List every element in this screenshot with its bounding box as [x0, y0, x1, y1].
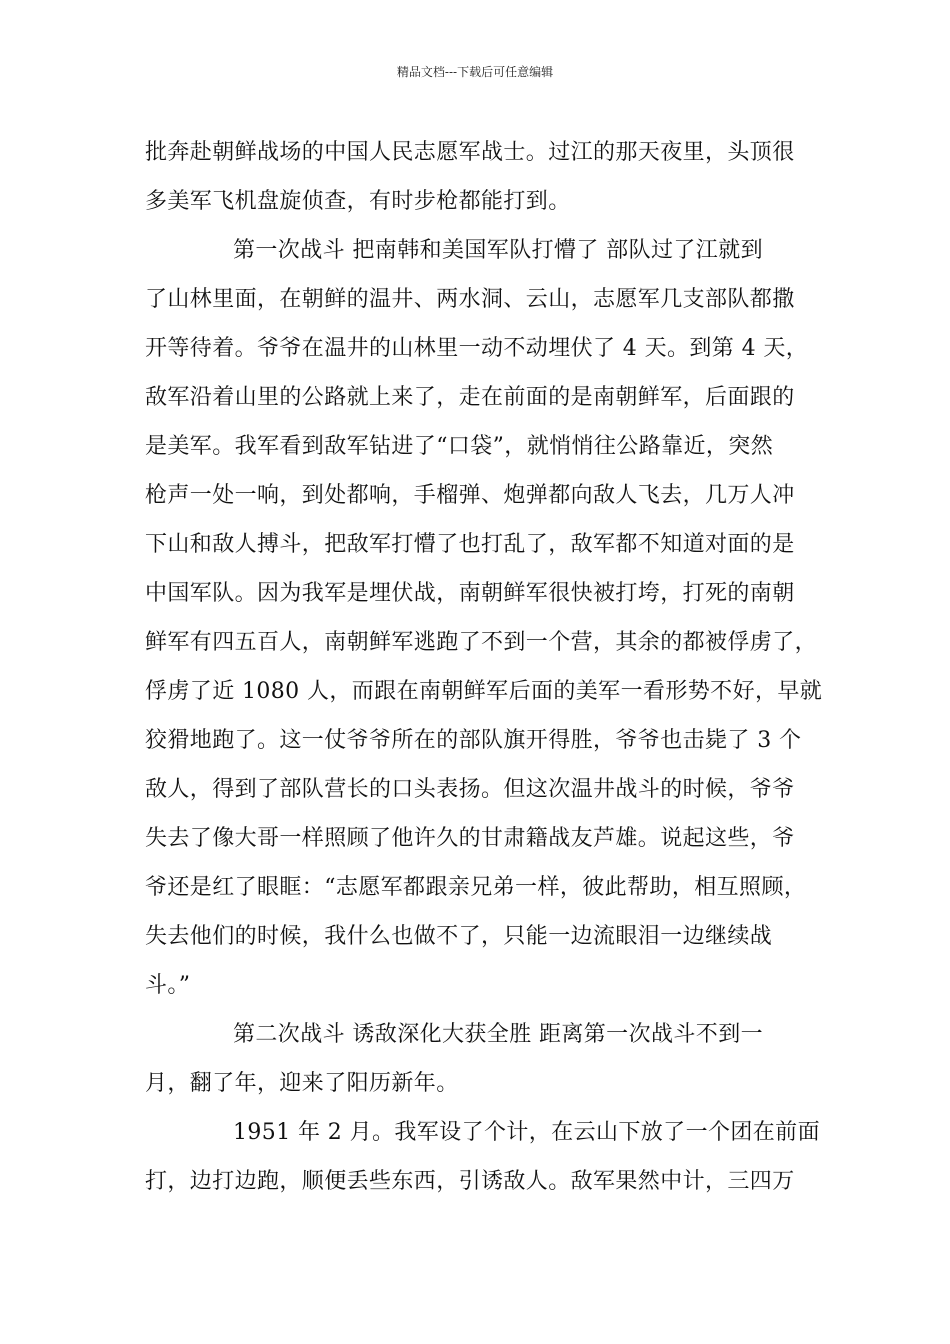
- document-body: [145, 128, 823, 1206]
- text-line-paragraph-start: 1951 年 2 月。我军设了个计，在云山下放了一个团在前面: [233, 1120, 820, 1145]
- text-line: 中国军队。因为我军是埋伏战，南朝鲜军很快被打垮，打死的南朝: [145, 581, 795, 606]
- text-line: 是美军。我军看到敌军钻进了“口袋”，就悄悄往公路靠近，突然: [145, 434, 774, 459]
- text-line: 批奔赴朝鲜战场的中国人民志愿军战士。过江的那天夜里，头顶很: [145, 140, 795, 165]
- text-line: 开等待着。爷爷在温井的山林里一动不动埋伏了 4 天。到第 4 天，: [145, 336, 809, 361]
- text-line: 了山林里面，在朝鲜的温井、两水洞、云山，志愿军几支部队都撒: [145, 287, 795, 312]
- text-line: 敌军沿着山里的公路就上来了，走在前面的是南朝鲜军，后面跟的: [145, 385, 795, 410]
- text-line: 狡猾地跑了。这一仗爷爷所在的部队旗开得胜，爷爷也击毙了 3 个: [145, 728, 802, 753]
- page-header: 精品文档---下载后可任意编辑: [396, 65, 554, 79]
- text-line: 鲜军有四五百人，南朝鲜军逃跑了不到一个营，其余的都被俘虏了，: [145, 630, 818, 655]
- text-line-paragraph-start: 第二次战斗 诱敌深化大获全胜 距离第一次战斗不到一: [233, 1022, 763, 1047]
- text-line: 失去他们的时候，我什么也做不了，只能一边流眼泪一边继续战: [145, 924, 773, 949]
- text-line: 斗。”: [145, 973, 191, 998]
- text-line: 多美军飞机盘旋侦查，有时步枪都能打到。: [145, 189, 571, 214]
- text-line: 俘虏了近 1080 人，而跟在南朝鲜军后面的美军一看形势不好，早就: [145, 679, 823, 704]
- text-line: 枪声一处一响，到处都响，手榴弹、炮弹都向敌人飞去，几万人冲: [145, 483, 795, 508]
- text-line-paragraph-start: 第一次战斗 把南韩和美国军队打懵了 部队过了江就到: [233, 238, 763, 263]
- text-line: 下山和敌人搏斗，把敌军打懵了也打乱了，敌军都不知道对面的是: [145, 532, 795, 557]
- text-line: 失去了像大哥一样照顾了他许久的甘肃籍战友芦雄。说起这些，爷: [145, 826, 795, 851]
- text-line: 敌人，得到了部队营长的口头表扬。但这次温井战斗的时候，爷爷: [145, 777, 795, 802]
- text-line: 打，边打边跑，顺便丢些东西，引诱敌人。敌军果然中计，三四万: [145, 1169, 795, 1194]
- text-line: 月，翻了年，迎来了阳历新年。: [145, 1071, 459, 1096]
- text-line: 爷还是红了眼眶：“志愿军都跟亲兄弟一样，彼此帮助，相互照顾，: [145, 875, 807, 900]
